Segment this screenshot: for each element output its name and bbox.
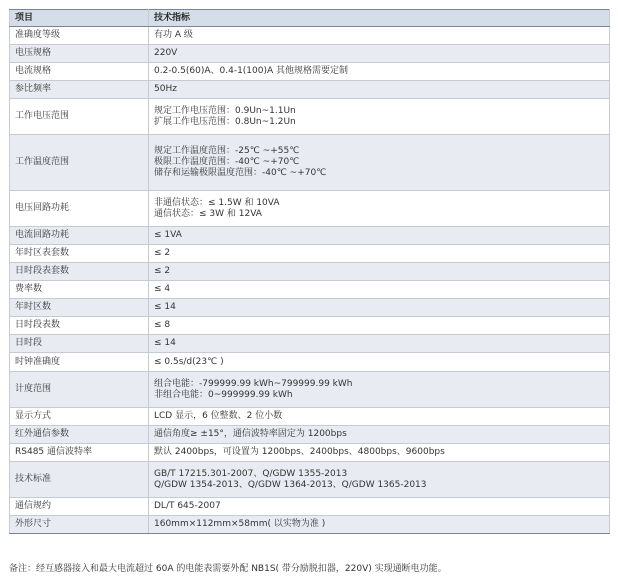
- row-label: 日时段表数: [10, 317, 149, 335]
- row-label: 电压回路功耗: [10, 191, 149, 227]
- row-label: 电流回路功耗: [10, 227, 149, 245]
- table-row: [10, 426, 610, 444]
- row-label: 工作电压范围: [10, 99, 149, 135]
- row-value: GB/T 17215.301-2007、Q/GDW 1355-2013 Q/GDW 1354-2013、Q/GDW 1364-2013、Q/GDW 1365-2013: [149, 462, 610, 498]
- row-value: 规定工作电压范围：0.9Un~1.1Un 扩展工作电压范围：0.8Un~1.2Un: [149, 99, 610, 135]
- row-label: 通信规约: [10, 498, 149, 516]
- row-label: 年时区数: [10, 299, 149, 317]
- row-label: RS485 通信波特率: [10, 444, 149, 462]
- row-value: 组合电能：-799999.99 kWh~799999.99 kWh 非组合电能：0~999999.99 kWh: [149, 372, 610, 408]
- row-value: ≤ 4: [149, 281, 610, 299]
- row-value: ≤ 1VA: [149, 227, 610, 245]
- row-value: 50Hz: [149, 81, 610, 99]
- row-label: 外形尺寸: [10, 516, 149, 534]
- table-row: [10, 81, 610, 99]
- row-label: 参比频率: [10, 81, 149, 99]
- row-value: 默认 2400bps，可设置为 1200bps、2400bps、4800bps、9600bps: [149, 444, 610, 462]
- row-label: 日时段: [10, 335, 149, 353]
- header-spec: 技术指标: [149, 10, 610, 27]
- table-row: [10, 263, 610, 281]
- row-label: 工作温度范围: [10, 135, 149, 191]
- table-row: [10, 353, 610, 372]
- row-label: 日时段表套数: [10, 263, 149, 281]
- table-row: [10, 27, 610, 45]
- footnote: 备注：经互感器接入和最大电流超过 60A 的电能表需要外配 NB1S( 带分励脱扣器，220V) 实现通断电功能。: [9, 564, 447, 574]
- table-row: [10, 245, 610, 263]
- table-row: [10, 45, 610, 63]
- row-value: ≤ 14: [149, 299, 610, 317]
- row-value: ≤ 14: [149, 335, 610, 353]
- table-row: [10, 516, 610, 534]
- row-label: 技术标准: [10, 462, 149, 498]
- header-item: 项目: [10, 10, 149, 27]
- table-row: [10, 227, 610, 245]
- row-value: 0.2-0.5(60)A、0.4-1(100)A 其他规格需要定制: [149, 63, 610, 81]
- spec-table: [9, 9, 610, 534]
- row-value: 通信角度≥ ±15°，通信波特率固定为 1200bps: [149, 426, 610, 444]
- table-row: [10, 99, 610, 135]
- row-label: 计度范围: [10, 372, 149, 408]
- row-value: LCD 显示，6 位整数、2 位小数: [149, 408, 610, 426]
- row-label: 电流规格: [10, 63, 149, 81]
- table-row: [10, 335, 610, 353]
- row-value: 有功 A 级: [149, 27, 610, 45]
- row-value: 规定工作温度范围：-25℃ ~+55℃ 极限工作温度范围：-40℃ ~+70℃ 储存和运输极限温度范围：-40℃ ~+70℃: [149, 135, 610, 191]
- table-row: [10, 408, 610, 426]
- table-row: [10, 444, 610, 462]
- table-row: [10, 498, 610, 516]
- row-value: 非通信状态：≤ 1.5W 和 10VA 通信状态：≤ 3W 和 12VA: [149, 191, 610, 227]
- row-label: 费率数: [10, 281, 149, 299]
- row-label: 红外通信参数: [10, 426, 149, 444]
- table-row: [10, 191, 610, 227]
- table-row: [10, 63, 610, 81]
- row-value: 220V: [149, 45, 610, 63]
- table-header-row: [10, 10, 610, 27]
- table-row: [10, 462, 610, 498]
- row-value: ≤ 2: [149, 245, 610, 263]
- table-row: [10, 372, 610, 408]
- row-value: 160mm×112mm×58mm( 以实物为准 ): [149, 516, 610, 534]
- row-value: DL/T 645-2007: [149, 498, 610, 516]
- row-label: 年时区表套数: [10, 245, 149, 263]
- row-value: ≤ 2: [149, 263, 610, 281]
- table-row: [10, 317, 610, 335]
- row-label: 时钟准确度: [10, 353, 149, 372]
- table-row: [10, 299, 610, 317]
- row-label: 电压规格: [10, 45, 149, 63]
- row-label: 准确度等级: [10, 27, 149, 45]
- row-value: ≤ 8: [149, 317, 610, 335]
- table-row: [10, 135, 610, 191]
- table-row: [10, 281, 610, 299]
- row-value: ≤ 0.5s/d(23℃ ): [149, 353, 610, 372]
- row-label: 显示方式: [10, 408, 149, 426]
